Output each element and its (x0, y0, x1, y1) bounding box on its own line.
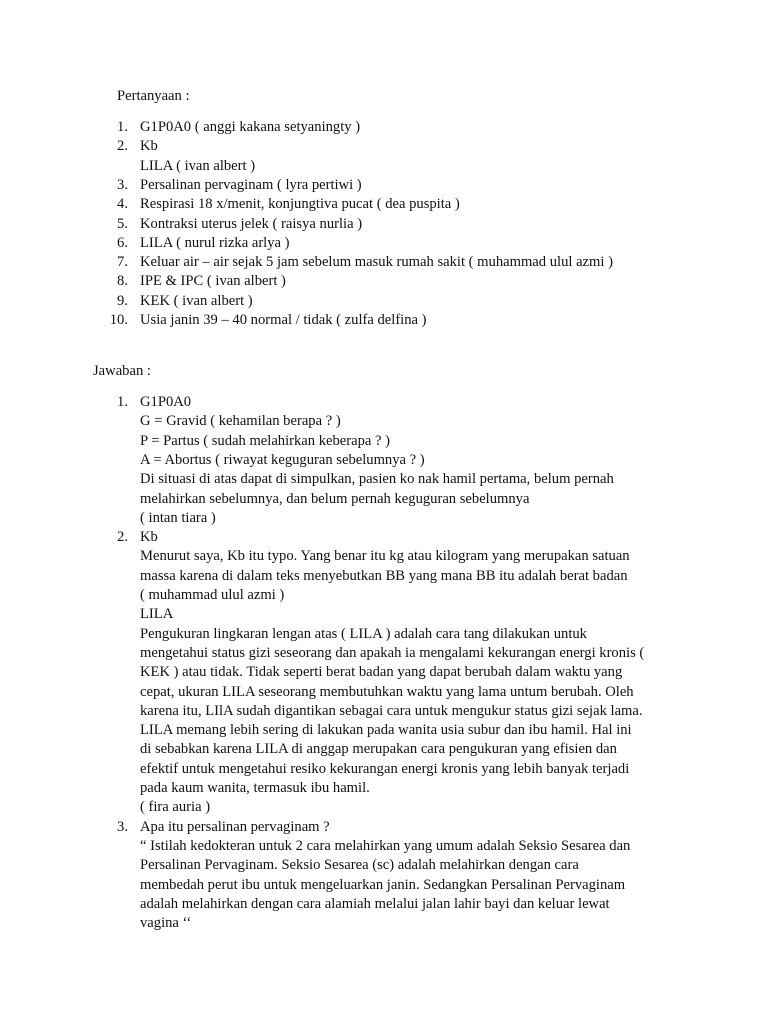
jawaban-item-line: karena itu, LIlA sudah digantikan sebagai cara untuk mengukur status gizi sejak lama. (140, 702, 643, 719)
jawaban-item-line: “ Istilah kedokteran untuk 2 cara melahirkan yang umum adalah Seksio Sesarea dan (140, 837, 631, 854)
jawaban-item-line: adalah melahirkan dengan cara alamiah melalui jalan lahir bayi dan keluar lewat (140, 895, 610, 912)
pertanyaan-item-line: LILA ( nurul rizka arlya ) (140, 234, 290, 251)
jawaban-item-line: membedah perut ibu untuk mengeluarkan janin. Sedangkan Persalinan Pervaginam (140, 876, 626, 893)
jawaban-item-line: Pengukuran lingkaran lengan atas ( LILA ) adalah cara tang dilakukan untuk (140, 625, 587, 642)
jawaban-item-line: melahirkan sebelumnya, dan belum pernah keguguran sebelumnya (140, 490, 530, 507)
pertanyaan-item-number: 8. (117, 273, 128, 290)
jawaban-item-line: ( muhammad ulul azmi ) (140, 587, 285, 603)
jawaban-item-line: vagina ‘‘ (140, 915, 192, 932)
pertanyaan-item-number: 1. (117, 119, 128, 135)
pertanyaan-item-line: LILA ( ivan albert ) (140, 157, 256, 174)
pertanyaan-item-number: 4. (117, 196, 128, 213)
jawaban-item-number: 2. (117, 529, 128, 546)
jawaban-item-line: Kb (140, 529, 158, 546)
answers-heading: Jawaban : (93, 363, 151, 379)
jawaban-item-line: mengetahui status gizi seseorang dan apakah ia mengalami kekurangan energi kronis ( (140, 644, 645, 661)
pertanyaan-item-line: Persalinan pervaginam ( lyra pertiwi ) (140, 176, 362, 193)
pertanyaan-item-line: G1P0A0 ( anggi kakana setyaningty ) (140, 119, 361, 135)
pertanyaan-item-number: 3. (117, 176, 128, 193)
jawaban-item-line: ( intan tiara ) (140, 509, 216, 526)
jawaban-item-line: pada kaum wanita, termasuk ibu hamil. (140, 780, 370, 796)
pertanyaan-item-line: KEK ( ivan albert ) (140, 292, 253, 309)
jawaban-item-line: Persalinan Pervaginam. Seksio Sesarea (sc) adalah melahirkan dengan cara (140, 857, 579, 874)
jawaban-item-line: Apa itu persalinan pervaginam ? (140, 818, 330, 835)
jawaban-item-line: G = Gravid ( kehamilan berapa ? ) (140, 413, 341, 430)
jawaban-item-line: LILA (140, 606, 174, 623)
jawaban-item-line: cepat, ukuran LILA seseorang membutuhkan waktu yang lama untum berubah. Oleh (140, 683, 634, 700)
jawaban-item-line: A = Abortus ( riwayat keguguran sebelumnya ? ) (140, 451, 425, 468)
jawaban-item-line: efektif untuk mengetahui resiko kekurangan energi kronis yang lebih banyak terjadi (140, 760, 630, 777)
jawaban-item-line: Menurut saya, Kb itu typo. Yang benar itu kg atau kilogram yang merupakan satuan (140, 548, 630, 565)
questions-heading: Pertanyaan : (117, 88, 190, 104)
pertanyaan-item-line: Respirasi 18 x/menit, konjungtiva pucat ( dea puspita ) (140, 196, 460, 213)
pertanyaan-item-line: IPE & IPC ( ivan albert ) (140, 273, 286, 290)
jawaban-item-line: massa karena di dalam teks menyebutkan BB yang mana BB itu adalah berat badan (140, 567, 628, 584)
jawaban-item-line: P = Partus ( sudah melahirkan keberapa ? ) (140, 432, 391, 449)
jawaban-item-line: di sebabkan karena LILA di anggap merupakan cara pengukuran yang efisien dan (140, 741, 617, 758)
pertanyaan-item-number: 5. (117, 215, 128, 232)
jawaban-item-line: LILA memang lebih sering di lakukan pada wanita usia subur dan ibu hamil. Hal ini (140, 722, 632, 739)
jawaban-item-line: Di situasi di atas dapat di simpulkan, pasien ko nak hamil pertama, belum pernah (140, 471, 614, 488)
pertanyaan-item-line: Kontraksi uterus jelek ( raisya nurlia ) (140, 215, 363, 232)
pertanyaan-item-line: Usia janin 39 – 40 normal / tidak ( zulfa delfina ) (140, 312, 427, 328)
jawaban-item-line: KEK ) atau tidak. Tidak seperti berat badan yang dapat berubah dalam waktu yang (140, 664, 623, 681)
jawaban-item-number: 1. (117, 394, 128, 410)
pertanyaan-item-number: 9. (117, 292, 128, 309)
pertanyaan-item-line: Kb (140, 138, 158, 155)
pertanyaan-item-line: Keluar air – air sejak 5 jam sebelum masuk rumah sakit ( muhammad ulul azmi ) (140, 254, 613, 271)
jawaban-item-line: G1P0A0 (140, 394, 192, 410)
pertanyaan-item-number: 2. (117, 138, 128, 155)
pertanyaan-item-number: 6. (117, 234, 128, 251)
pertanyaan-item-number: 7. (117, 254, 128, 271)
jawaban-item-line: ( fira auria ) (140, 799, 211, 816)
pertanyaan-item-number: 10. (109, 312, 128, 328)
jawaban-item-number: 3. (117, 818, 128, 835)
